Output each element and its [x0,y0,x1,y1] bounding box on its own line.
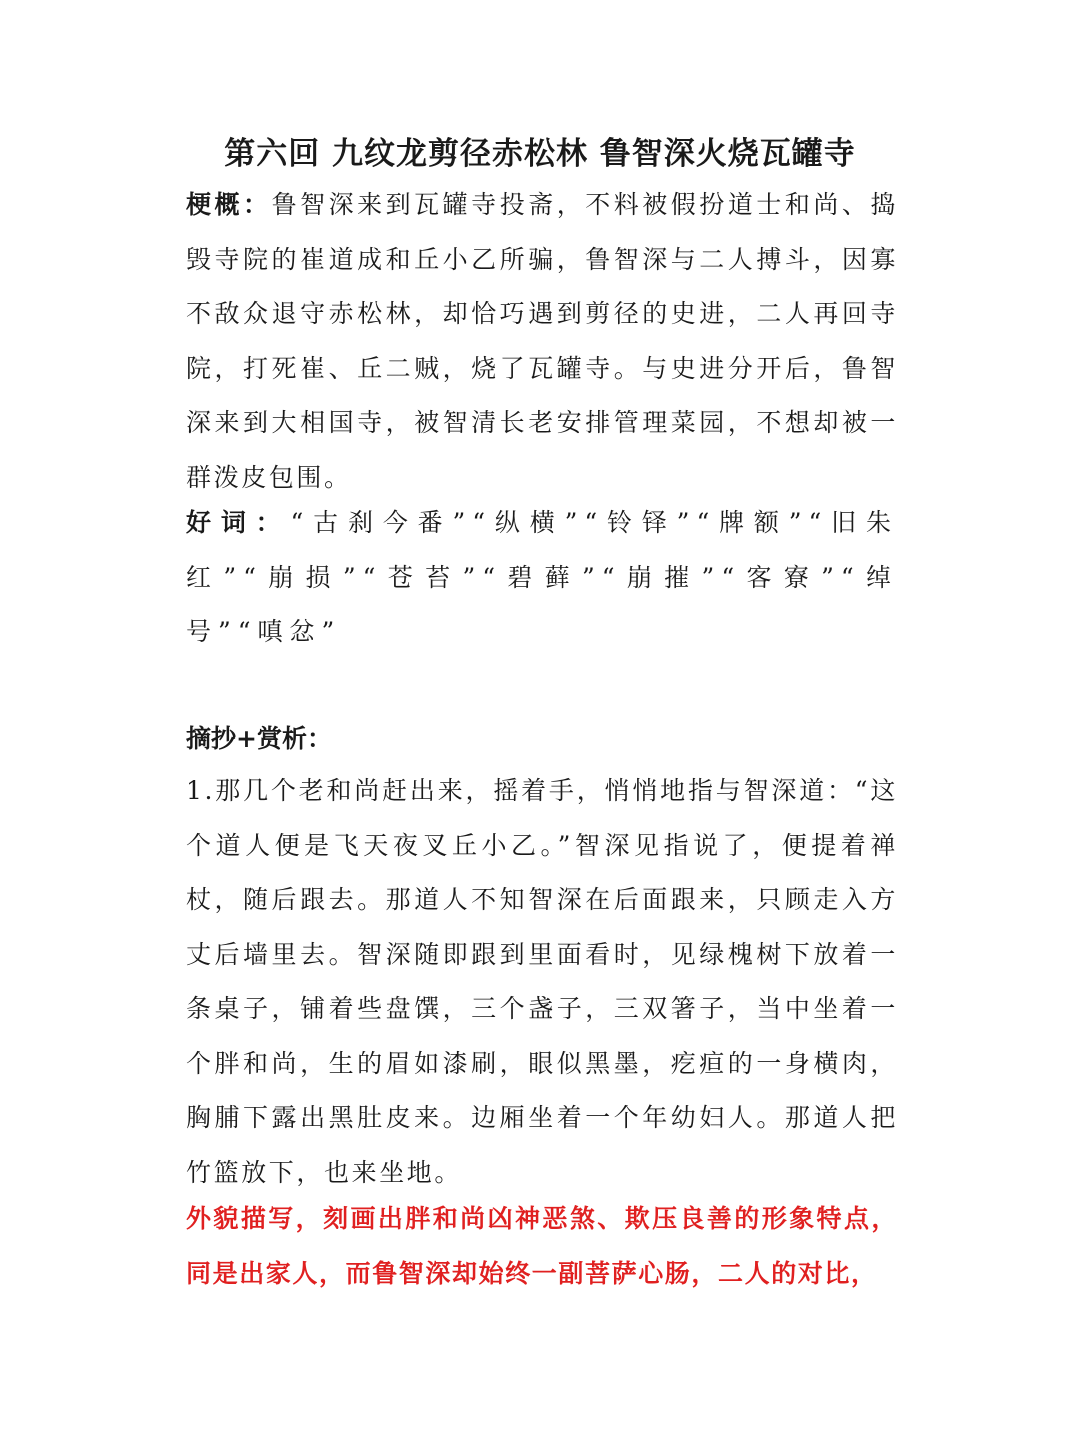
analysis-paragraph: 外貌描写，刻画出胖和尚凶神恶煞、欺压良善的形象特点，同是出家人，而鲁智深却始终一副菩萨心肠，二人的对比， [186,1204,898,1288]
good-words-text: “古刹今番”“纵横”“铃铎”“牌额”“旧朱红”“崩损”“苍苔”“碧藓”“崩摧”“客寮”“绰号”“嗔忿” [186,508,898,646]
good-words-label: 好词： [186,508,291,537]
good-words-paragraph [186,496,898,660]
excerpt-paragraph: 1.那几个老和尚赶出来，摇着手，悄悄地指与智深道：“这个道人便是飞天夜叉丘小乙。”智深见指说了，便提着禅杖，随后跟去。那道人不知智深在后面跟来，只顾走入方丈后墙里去。智深随即跟到里面看时，见绿槐树下放着一条桌子，铺着些盘馔，三个盏子，三双箸子，当中坐着一个胖和尚，生的眉如漆刷，眼似黑墨，疙疸的一身横肉，胸脯下露出黑肚皮来。边厢坐着一个年幼妇人。那道人把竹篮放下，也来坐地。 [186,776,898,1187]
summary-label: 梗概： [186,190,272,219]
summary-paragraph [186,178,898,505]
summary-text: 鲁智深来到瓦罐寺投斋，不料被假扮道士和尚、捣毁寺院的崔道成和丘小乙所骗，鲁智深与二人搏斗，因寡不敌众退守赤松林，却恰巧遇到剪径的史进，二人再回寺院，打死崔、丘二贼，烧了瓦罐寺。与史进分开后，鲁智深来到大相国寺，被智清长老安排管理菜园，不想却被一群泼皮包围。 [186,190,899,492]
chapter-title: 第六回 九纹龙剪径赤松林 鲁智深火烧瓦罐寺 [224,136,856,172]
excerpt-label: 摘抄+赏析： [186,724,332,753]
